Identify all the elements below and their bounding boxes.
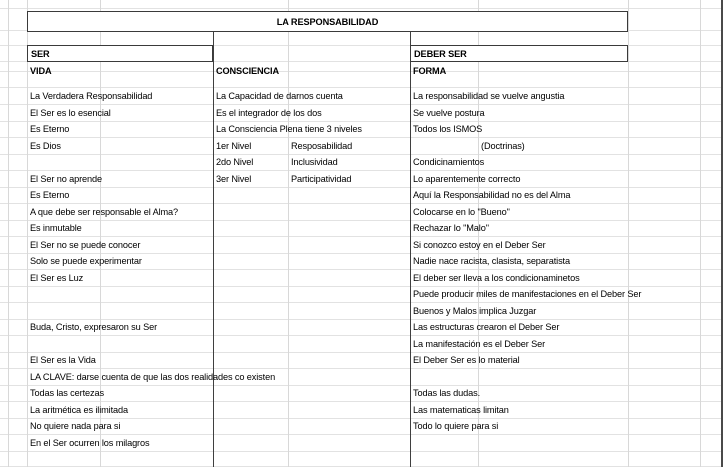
- table-cell-deber-ser[interactable]: [410, 121, 700, 137]
- cell-text: Colocarse en lo "Bueno": [413, 207, 510, 217]
- table-cell-consciencia-level[interactable]: [213, 154, 288, 170]
- table-cell-ser[interactable]: [27, 237, 257, 253]
- subheader-forma[interactable]: [410, 63, 628, 79]
- subheader-vida[interactable]: [27, 63, 213, 79]
- cell-text: Puede producir miles de manifestaciones en el Deber Ser: [413, 289, 642, 299]
- page-title: LA RESPONSABILIDAD: [276, 16, 379, 27]
- cell-text: 2do Nivel: [216, 157, 254, 167]
- table-cell-deber-ser[interactable]: [410, 105, 700, 121]
- cell-text: Condicinamientos: [413, 157, 485, 167]
- table-cell-ser[interactable]: [27, 369, 407, 385]
- table-cell-deber-ser[interactable]: [410, 336, 700, 352]
- table-cell-consciencia-level-name[interactable]: [288, 171, 410, 187]
- gridline-h: [0, 8, 723, 9]
- table-cell-deber-ser[interactable]: [410, 88, 700, 104]
- header-label-ser: SER: [31, 48, 50, 59]
- cell-text: El deber ser lleva a los condicionaminetos: [413, 273, 580, 283]
- cell-text: El Ser no se puede conocer: [30, 240, 141, 250]
- cell-text: 1er Nivel: [216, 141, 252, 151]
- table-cell-deber-ser[interactable]: [410, 220, 700, 236]
- table-cell-ser[interactable]: [27, 253, 257, 269]
- header-box-ser[interactable]: [27, 45, 213, 62]
- cell-text: Se vuelve postura: [413, 108, 485, 118]
- table-cell-consciencia-level-name[interactable]: [288, 138, 410, 154]
- cell-text: El Ser no aprende: [30, 174, 103, 184]
- cell-text: Las matematicas limitan: [413, 405, 509, 415]
- cell-text: No quiere nada para si: [30, 421, 121, 431]
- cell-text: Es Eterno: [30, 124, 70, 134]
- gridline-h: [0, 451, 723, 452]
- gridline-v: [700, 0, 701, 467]
- cell-text: Es Eterno: [30, 190, 70, 200]
- table-cell-deber-ser[interactable]: [410, 418, 700, 434]
- table-cell-deber-ser[interactable]: [410, 270, 700, 286]
- cell-text: 3er Nivel: [216, 174, 252, 184]
- table-cell-deber-ser[interactable]: [410, 369, 700, 385]
- cell-text: LA CLAVE: darse cuenta de que las dos realidades co existen: [30, 372, 276, 382]
- table-cell-ser[interactable]: [27, 319, 257, 335]
- cell-text: El Deber Ser es lo material: [413, 355, 520, 365]
- cell-text: Todas las certezas: [30, 388, 104, 398]
- subheader-label-consciencia: CONSCIENCIA: [216, 66, 279, 76]
- table-cell-ser[interactable]: [27, 220, 257, 236]
- cell-text: El Ser es la Vida: [30, 355, 96, 365]
- cell-text: El Ser es Luz: [30, 273, 84, 283]
- table-cell-ser[interactable]: [27, 352, 257, 368]
- table-cell-deber-ser-note[interactable]: [478, 138, 628, 154]
- cell-text: Todas las dudas.: [413, 388, 481, 398]
- cell-text: Inclusividad: [291, 157, 338, 167]
- subheader-label-forma: FORMA: [413, 66, 447, 76]
- cell-text: Solo se puede experimentar: [30, 256, 142, 266]
- table-cell-consciencia-level-name[interactable]: [288, 154, 410, 170]
- table-cell-deber-ser[interactable]: [410, 237, 700, 253]
- table-cell-deber-ser[interactable]: [410, 385, 700, 401]
- cell-text: Es inmutable: [30, 223, 82, 233]
- table-cell-deber-ser[interactable]: [410, 204, 700, 220]
- table-cell-ser[interactable]: [27, 385, 257, 401]
- cell-text: Es el integrador de los dos: [216, 108, 322, 118]
- cell-text: Resposabilidad: [291, 141, 353, 151]
- cell-text: (Doctrinas): [481, 141, 525, 151]
- subheader-label-vida: VIDA: [30, 66, 52, 76]
- header-label-deber-ser: DEBER SER: [414, 48, 467, 59]
- cell-text: Lo aparentemente correcto: [413, 174, 521, 184]
- cell-text: A que debe ser responsable el Alma?: [30, 207, 179, 217]
- table-cell-ser[interactable]: [27, 286, 257, 302]
- cell-text: El Ser es lo esencial: [30, 108, 111, 118]
- table-cell-consciencia-level[interactable]: [213, 171, 288, 187]
- cell-text: La manifestación es el Deber Ser: [413, 339, 546, 349]
- gridline-v: [8, 0, 9, 467]
- table-cell-ser[interactable]: [27, 336, 257, 352]
- cell-text: Nadie nace racista, clasista, separatista: [413, 256, 570, 266]
- cell-text: La aritmética es ilimitada: [30, 405, 128, 415]
- table-cell-consciencia[interactable]: [213, 105, 410, 121]
- cell-text: En el Ser ocurren los milagros: [30, 438, 150, 448]
- title-box[interactable]: [27, 11, 628, 32]
- cell-text: La Verdadera Responsabilidad: [30, 91, 153, 101]
- table-cell-ser[interactable]: [27, 418, 257, 434]
- cell-text: Todo lo quiere para si: [413, 421, 499, 431]
- cell-text: Aquí la Responsabilidad no es del Alma: [413, 190, 571, 200]
- cell-text: Buenos y Malos implica Juzgar: [413, 306, 537, 316]
- table-cell-consciencia[interactable]: [213, 88, 410, 104]
- cell-text: Todos los ISMOS: [413, 124, 483, 134]
- table-cell-deber-ser[interactable]: [410, 171, 700, 187]
- cell-text: La Capacidad de darnos cuenta: [216, 91, 343, 101]
- header-box-deber-ser[interactable]: [410, 45, 628, 62]
- cell-text: Participatividad: [291, 174, 352, 184]
- subheader-consciencia[interactable]: [213, 63, 410, 79]
- table-cell-deber-ser[interactable]: [410, 154, 700, 170]
- cell-text: Si conozco estoy en el Deber Ser: [413, 240, 546, 250]
- table-cell-ser[interactable]: [27, 303, 257, 319]
- table-cell-ser[interactable]: [27, 435, 257, 451]
- cell-text: Las estructuras crearon el Deber Ser: [413, 322, 560, 332]
- table-cell-ser[interactable]: [27, 270, 257, 286]
- table-cell-ser[interactable]: [27, 187, 257, 203]
- cell-text: Buda, Cristo, expresaron su Ser: [30, 322, 158, 332]
- cell-text: La Consciencia Plena tiene 3 niveles: [216, 124, 362, 134]
- table-cell-deber-ser[interactable]: [410, 352, 700, 368]
- table-cell-deber-ser[interactable]: [410, 402, 700, 418]
- cell-text: Rechazar lo "Malo": [413, 223, 489, 233]
- table-cell-deber-ser[interactable]: [410, 187, 700, 203]
- table-cell-consciencia-level[interactable]: [213, 138, 288, 154]
- table-cell-ser[interactable]: [27, 204, 257, 220]
- table-cell-deber-ser[interactable]: [410, 303, 700, 319]
- cell-text: La responsabilidad se vuelve angustia: [413, 91, 565, 101]
- cell-text: Es Dios: [30, 141, 61, 151]
- table-cell-consciencia[interactable]: [213, 121, 410, 137]
- table-cell-deber-ser[interactable]: [410, 319, 700, 335]
- table-cell-ser[interactable]: [27, 402, 257, 418]
- table-cell-deber-ser[interactable]: [410, 286, 710, 302]
- table-cell-deber-ser[interactable]: [410, 253, 700, 269]
